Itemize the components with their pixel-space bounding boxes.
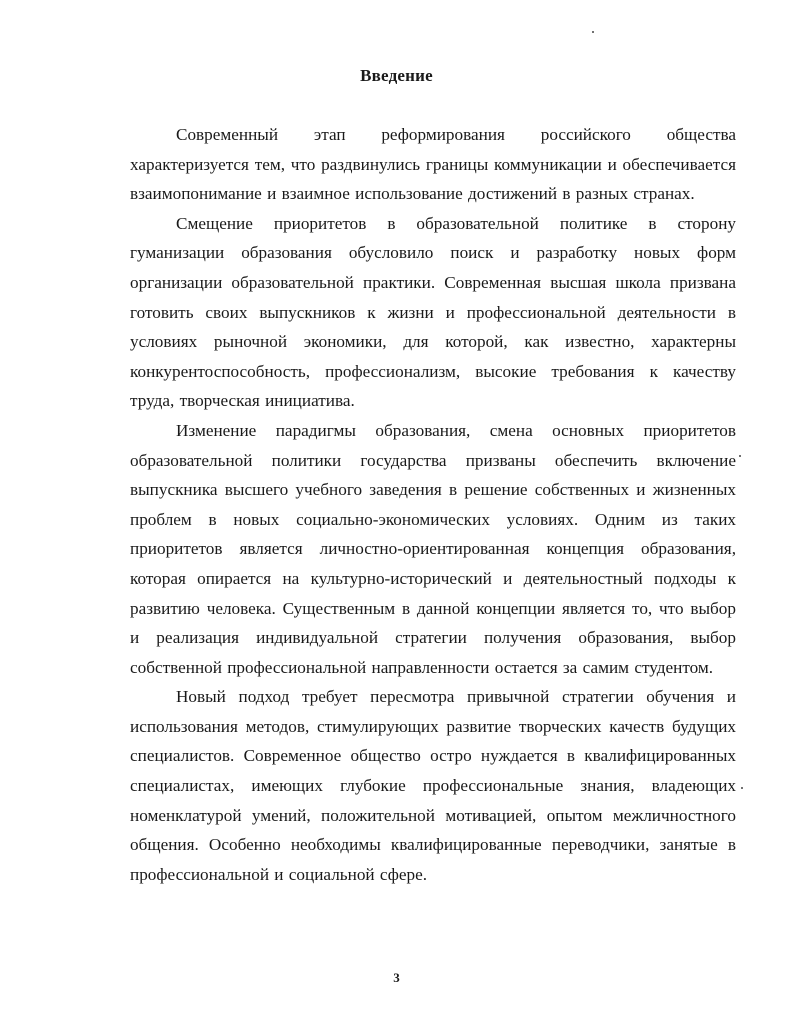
scan-speck (592, 31, 594, 33)
paragraph-4: Новый подход требует пересмотра привычной стратегии обучения и использования методов, стимулирующих развитие творческих качеств будущих специалистов. Современное общество остро нуждается в квалифицированных специалистах, имеющих глубокие профессиональные знания, владеющих номенклатурой умений, положительной мотивацией, опытом межличностного общения. Особенно необходимы квалифицированные переводчики, занятые в профессиональной и социальной сфере. (130, 687, 736, 884)
paragraph-2: Смещение приоритетов в образовательной политике в сторону гуманизации образования обусловило поиск и разработку новых форм организации образовательной практики. Современная высшая школа призвана готовить своих выпускников к жизни и профессиональной деятельности в условиях рыночной экономики, для которой, как известно, характерны конкурентоспособность, профессионализм, высокие требования к качеству труда, творческая инициатива. (130, 213, 736, 411)
paragraph-1: Современный этап реформирования российского общества характеризуется тем, что раздвинулись границы коммуникации и обеспечивается взаимопонимание и взаимное использование достижений в разных странах. (130, 125, 736, 204)
scan-speck (739, 455, 741, 457)
page-title: Введение (360, 66, 433, 85)
page-number: 3 (393, 970, 400, 985)
scan-speck (741, 787, 743, 789)
body-text (130, 120, 736, 889)
paragraph-3: Изменение парадигмы образования, смена основных приоритетов образовательной политики государства призваны обеспечить включение выпускника высшего учебного заведения в решение собственных и жизненных проблем в новых социально-экономических условиях. Одним из таких приоритетов является личностно-ориентированная концепция образования, которая опирается на культурно-исторический и деятельностный подходы к развитию человека. Существенным в данной концепции является то, что выбор и реализация индивидуальной стратегии получения образования, выбор собственной профессиональной направленности остается за самим студентом. (130, 420, 736, 677)
